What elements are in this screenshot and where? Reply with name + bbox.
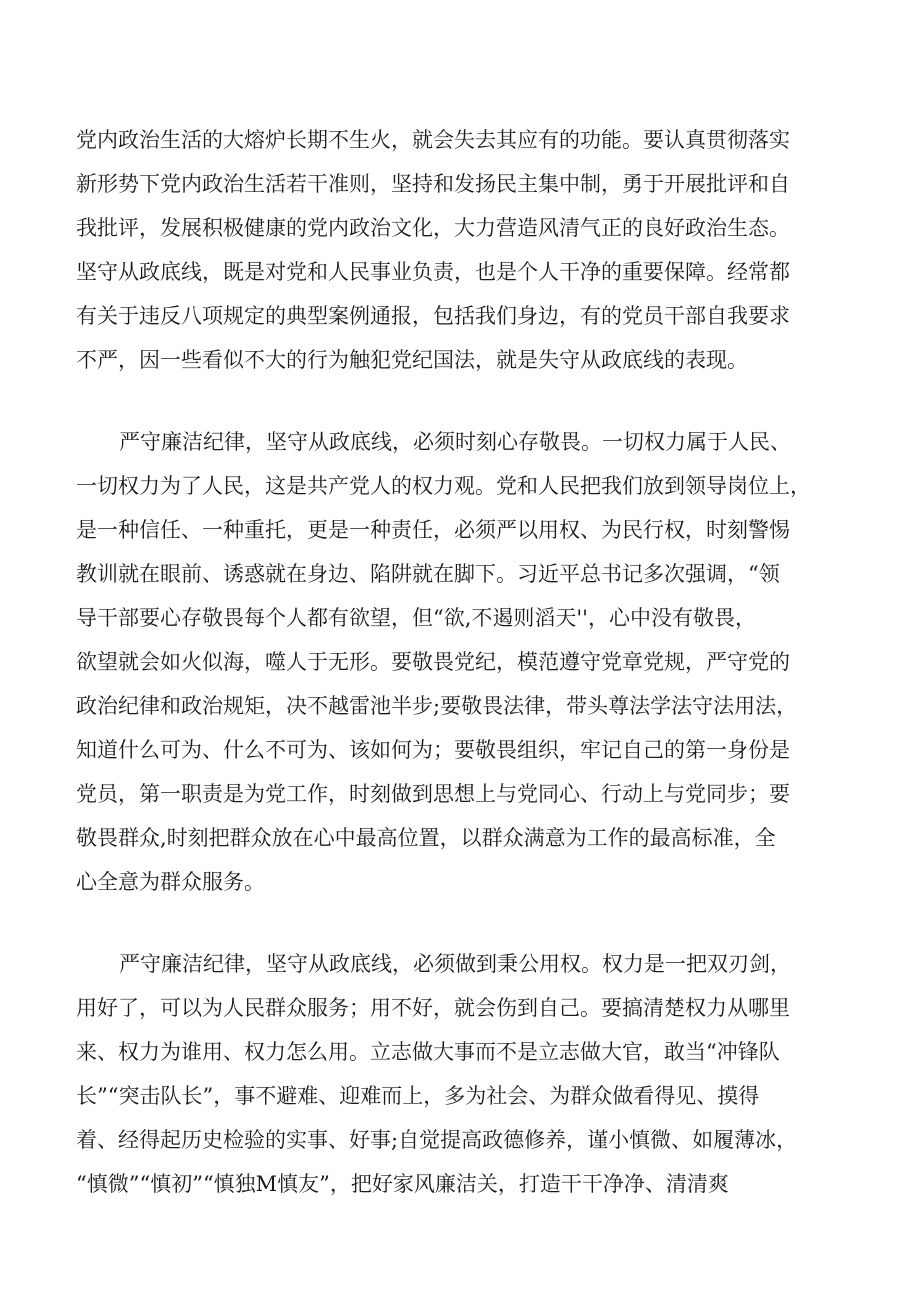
paragraph-line: 政治纪律和政治规矩，决不越雷池半步;要敬畏法律，带头尊法学法守法用法， bbox=[76, 694, 798, 718]
paragraph-line: 新形势下党内政治生活若干准则，坚持和发扬民主集中制，勇于开展批评和自 bbox=[76, 172, 790, 196]
paragraph-line: 严守廉洁纪律，坚守从政底线，必须做到秉公用权。权力是一把双刃剑， bbox=[119, 952, 791, 976]
paragraph-line: 一切权力为了人民，这是共产党人的权力观。党和人民把我们放到领导岗位上， bbox=[76, 474, 811, 498]
paragraph-line: 是一种信任、一种重托，更是一种责任，必须严以用权、为民行权，时刻警惕 bbox=[76, 518, 790, 542]
paragraph-line: 敬畏群众,时刻把群众放在心中最高位置，以群众满意为工作的最高标准，全 bbox=[76, 826, 776, 850]
paragraph-line: 有关于违反八项规定的典型案例通报，包括我们身边，有的党员干部自我要求 bbox=[76, 304, 790, 328]
paragraph-line: 知道什么可为、什么不可为、该如何为；要敬畏组织，牢记自己的第一身份是 bbox=[76, 738, 790, 762]
paragraph-line: 欲望就会如火似海，噬人于无形。要敬畏党纪，模范遵守党章党规，严守党的 bbox=[76, 650, 790, 674]
paragraph-line: 用好了，可以为人民群众服务；用不好，就会伤到自己。要搞清楚权力从哪里 bbox=[76, 996, 790, 1020]
paragraph-line: “慎微”“慎初”“慎独M慎友”，把好家风廉洁关，打造干干净净、清清爽 bbox=[76, 1172, 729, 1196]
paragraph-line: 教训就在眼前、诱惑就在身边、陷阱就在脚下。习近平总书记多次强调，“领 bbox=[76, 562, 780, 586]
paragraph-line: 长”“突击队长”，事不避难、迎难而上，多为社会、为群众做看得见、摸得 bbox=[76, 1084, 760, 1108]
paragraph-line: 我批评，发展积极健康的党内政治文化，大力营造风清气正的良好政治生态。 bbox=[76, 216, 790, 240]
paragraph-line: 着、经得起历史检验的实事、好事;自觉提高政德修养，谨小慎微、如履薄冰， bbox=[76, 1128, 798, 1152]
paragraph-line: 党内政治生活的大熔炉长期不生火，就会失去其应有的功能。要认真贯彻落实 bbox=[76, 128, 790, 152]
paragraph-line: 心全意为群众服务。 bbox=[76, 870, 265, 894]
paragraph-line: 不严，因一些看似不大的行为触犯党纪国法，就是失守从政底线的表现。 bbox=[76, 348, 748, 372]
paragraph-line: 来、权力为谁用、权力怎么用。立志做大事而不是立志做大官，敢当“冲锋队 bbox=[76, 1040, 780, 1064]
paragraph-line: 导干部要心存敬畏每个人都有欲望，但“欲,不遏则滔天''，心中没有敬畏， bbox=[76, 606, 756, 630]
paragraph-line: 坚守从政底线，既是对党和人民事业负责，也是个人干净的重要保障。经常都 bbox=[76, 260, 790, 284]
paragraph-line: 严守廉洁纪律，坚守从政底线，必须时刻心存敬畏。一切权力属于人民、 bbox=[119, 430, 791, 454]
paragraph-line: 党员，第一职责是为党工作，时刻做到思想上与党同心、行动上与党同步；要 bbox=[76, 782, 790, 806]
